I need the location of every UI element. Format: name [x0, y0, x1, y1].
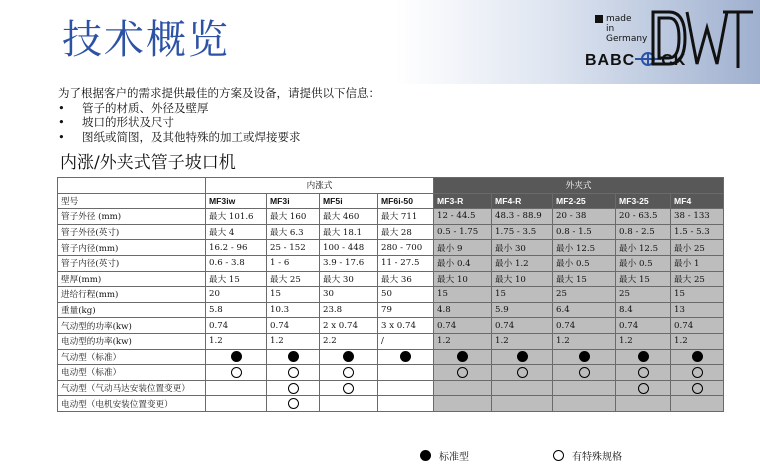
table-cell: 最大 15: [553, 271, 616, 287]
table-cell: 79: [378, 302, 434, 318]
table-cell: 最小 0.5: [616, 255, 671, 271]
model-cell: MF3i: [267, 193, 320, 209]
table-cell: 8.4: [616, 302, 671, 318]
filled-circle-icon: [638, 351, 649, 362]
table-cell: 280 - 700: [378, 240, 434, 256]
table-cell: 最大 4: [206, 224, 267, 240]
open-circle-icon: [692, 383, 703, 394]
model-cell: MF4: [671, 193, 724, 209]
filled-circle-icon: [420, 450, 431, 461]
mark-cell: [434, 396, 492, 412]
table-cell: 38 - 133: [671, 209, 724, 225]
table-cell: 10.3: [267, 302, 320, 318]
filled-circle-icon: [288, 351, 299, 362]
table-cell: 15: [267, 287, 320, 303]
table-cell: 2.2: [320, 333, 378, 349]
table-cell: 100 - 448: [320, 240, 378, 256]
table-cell: 25: [616, 287, 671, 303]
model-cell: MF2-25: [553, 193, 616, 209]
table-cell: 最大 460: [320, 209, 378, 225]
table-cell: 1.2: [553, 333, 616, 349]
row-label: 管子内径(mm): [58, 240, 206, 256]
table-cell: 最大 10: [434, 271, 492, 287]
table-cell: 0.74: [206, 318, 267, 334]
babcock-wordmark: BABC CK: [585, 52, 687, 69]
table-row: [58, 224, 724, 240]
open-circle-icon: [579, 367, 590, 378]
filled-circle-icon: [579, 351, 590, 362]
intro-bullet: • 坡口的形状及尺寸: [58, 115, 174, 129]
table-cell: 12 - 44.5: [434, 209, 492, 225]
open-circle-icon: [457, 367, 468, 378]
table-cell: 最大 18.1: [320, 224, 378, 240]
table-cell: 23.8: [320, 302, 378, 318]
table-cell: 0.74: [616, 318, 671, 334]
mark-cell: [320, 380, 378, 396]
spec-table: [57, 177, 724, 412]
table-cell: 5.8: [206, 302, 267, 318]
table-cell: 5.9: [492, 302, 553, 318]
table-cell: 最大 10: [492, 271, 553, 287]
filled-circle-icon: [517, 351, 528, 362]
intro-bullet: • 管子的材质、外径及壁厚: [58, 100, 209, 115]
table-cell: 50: [378, 287, 434, 303]
open-circle-icon: [692, 367, 703, 378]
table-cell: 最小 12.5: [553, 240, 616, 256]
table-cell: 最大 101.6: [206, 209, 267, 225]
mark-cell: [616, 349, 671, 365]
open-circle-icon: [638, 367, 649, 378]
table-cell: 1 - 6: [267, 255, 320, 271]
table-cell: 最大 6.3: [267, 224, 320, 240]
table-cell: 1.2: [616, 333, 671, 349]
mark-cell: [434, 349, 492, 365]
mark-cell: [553, 396, 616, 412]
table-cell: 最大 25: [267, 271, 320, 287]
table-cell: 最大 15: [616, 271, 671, 287]
model-cell: MF4-R: [492, 193, 553, 209]
table-cell: 最大 36: [378, 271, 434, 287]
table-cell: 48.3 - 88.9: [492, 209, 553, 225]
open-circle-icon: [343, 383, 354, 394]
table-cell: 0.6 - 3.8: [206, 255, 267, 271]
row-label: 电动型（标准）: [58, 365, 206, 381]
legend-standard: 标准型: [420, 448, 469, 463]
table-cell: 0.74: [671, 318, 724, 334]
table-cell: 1.2: [492, 333, 553, 349]
table-cell: 最小 1: [671, 255, 724, 271]
group-outer-label: 外夹式: [434, 178, 724, 194]
mark-cell: [671, 349, 724, 365]
table-cell: 1.2: [671, 333, 724, 349]
open-circle-icon: [288, 398, 299, 409]
table-cell: 1.2: [206, 333, 267, 349]
made-in-germany-label: made in Germany: [595, 14, 647, 44]
dwt-monogram-icon: [649, 8, 755, 72]
mark-cell: [267, 380, 320, 396]
model-cell: MF3-R: [434, 193, 492, 209]
table-cell: 16.2 - 96: [206, 240, 267, 256]
table-cell: 0.74: [492, 318, 553, 334]
mark-cell: [616, 380, 671, 396]
table-cell: 最大 25: [671, 271, 724, 287]
row-label: 气动型（标准）: [58, 349, 206, 365]
table-cell: 4.8: [434, 302, 492, 318]
mark-cell: [378, 396, 434, 412]
table-row: [58, 209, 724, 225]
intro-bullet: • 图纸或简图，及其他特殊的加工或焊接要求: [58, 129, 301, 144]
table-cell: 6.4: [553, 302, 616, 318]
table-cell: 20 - 38: [553, 209, 616, 225]
table-cell: 20: [206, 287, 267, 303]
table-row: [58, 302, 724, 318]
table-cell: 15: [434, 287, 492, 303]
row-label: 电动型（电机安装位置变更）: [58, 396, 206, 412]
mark-cell: [267, 396, 320, 412]
open-circle-icon: [553, 450, 564, 461]
row-label: 管子内径(英寸): [58, 255, 206, 271]
table-row: [58, 349, 724, 365]
table-cell: 0.8 - 1.5: [553, 224, 616, 240]
table-row: [58, 333, 724, 349]
open-circle-icon: [638, 383, 649, 394]
row-label: 电动型的功率(kw): [58, 333, 206, 349]
intro-text: [58, 86, 380, 144]
mark-cell: [616, 365, 671, 381]
model-row: [58, 193, 724, 209]
table-cell: 1.2: [434, 333, 492, 349]
page-title: 技术概览: [62, 17, 230, 63]
mark-cell: [267, 349, 320, 365]
group-inner-label: 内涨式: [206, 178, 434, 194]
table-cell: 13: [671, 302, 724, 318]
open-circle-icon: [288, 367, 299, 378]
table-cell: 0.74: [553, 318, 616, 334]
legend-special: 有特殊规格: [553, 448, 622, 463]
model-cell: MF6i-50: [378, 193, 434, 209]
table-cell: 1.2: [267, 333, 320, 349]
mark-cell: [492, 365, 553, 381]
mark-cell: [671, 396, 724, 412]
group-header-row: [58, 178, 724, 194]
row-label: 管子外径(英寸): [58, 224, 206, 240]
table-cell: 2 x 0.74: [320, 318, 378, 334]
table-cell: 最大 711: [378, 209, 434, 225]
row-label: 重量(kg): [58, 302, 206, 318]
mark-cell: [671, 380, 724, 396]
filled-circle-icon: [400, 351, 411, 362]
table-row: [58, 287, 724, 303]
table-cell: 最小 0.5: [553, 255, 616, 271]
table-row: [58, 240, 724, 256]
mark-cell: [378, 349, 434, 365]
table-row: [58, 318, 724, 334]
mark-cell: [206, 396, 267, 412]
table-cell: 最小 12.5: [616, 240, 671, 256]
table-cell: 25 - 152: [267, 240, 320, 256]
table-cell: 0.5 - 1.75: [434, 224, 492, 240]
filled-circle-icon: [231, 351, 242, 362]
babcock-dwt-logo: [585, 8, 755, 72]
model-cell: MF5i: [320, 193, 378, 209]
row-label: 壁厚(mm): [58, 271, 206, 287]
mark-cell: [671, 365, 724, 381]
table-cell: 20 - 63.5: [616, 209, 671, 225]
table-cell: 30: [320, 287, 378, 303]
row-label: 气动型（气动马达安装位置变更）: [58, 380, 206, 396]
mark-cell: [378, 380, 434, 396]
table-cell: 最大 160: [267, 209, 320, 225]
table-cell: 1.75 - 3.5: [492, 224, 553, 240]
mark-cell: [492, 380, 553, 396]
table-cell: 最大 30: [320, 271, 378, 287]
mark-cell: [320, 349, 378, 365]
table-row: [58, 255, 724, 271]
open-circle-icon: [517, 367, 528, 378]
open-circle-icon: [288, 383, 299, 394]
group-header-blank: [58, 178, 206, 194]
row-label: 气动型的功率(kw): [58, 318, 206, 334]
row-label: 管子外径 (mm): [58, 209, 206, 225]
model-cell: MF3-25: [616, 193, 671, 209]
mark-cell: [434, 365, 492, 381]
filled-circle-icon: [457, 351, 468, 362]
model-cell: MF3iw: [206, 193, 267, 209]
table-cell: 11 - 27.5: [378, 255, 434, 271]
table-cell: 0.8 - 2.5: [616, 224, 671, 240]
mark-cell: [492, 349, 553, 365]
mark-cell: [206, 380, 267, 396]
table-row: [58, 271, 724, 287]
table-cell: 15: [492, 287, 553, 303]
table-cell: 3.9 - 17.6: [320, 255, 378, 271]
table-cell: 0.74: [434, 318, 492, 334]
mark-cell: [492, 396, 553, 412]
mark-cell: [206, 349, 267, 365]
header-band: [0, 0, 760, 84]
mark-cell: [320, 365, 378, 381]
table-row: [58, 396, 724, 412]
table-cell: 3 x 0.74: [378, 318, 434, 334]
table-cell: 最大 15: [206, 271, 267, 287]
table-cell: 15: [671, 287, 724, 303]
table-cell: 最小 0.4: [434, 255, 492, 271]
mark-cell: [616, 396, 671, 412]
mark-cell: [434, 380, 492, 396]
model-label: 型号: [58, 193, 206, 209]
filled-circle-icon: [692, 351, 703, 362]
mark-cell: [553, 380, 616, 396]
table-cell: 1.5 - 5.3: [671, 224, 724, 240]
table-subtitle: 内涨/外夹式管子坡口机: [60, 153, 236, 173]
mark-cell: [206, 365, 267, 381]
open-circle-icon: [343, 367, 354, 378]
table-row: [58, 365, 724, 381]
table-cell: 0.74: [267, 318, 320, 334]
table-cell: 25: [553, 287, 616, 303]
table-cell: 最大 28: [378, 224, 434, 240]
mark-cell: [378, 365, 434, 381]
open-circle-icon: [231, 367, 242, 378]
mark-cell: [320, 396, 378, 412]
mark-cell: [267, 365, 320, 381]
mark-cell: [553, 349, 616, 365]
table-cell: 最小 9: [434, 240, 492, 256]
intro-lead: 为了根据客户的需求提供最佳的方案及设备，请提供以下信息：: [58, 86, 380, 100]
table-cell: 最小 1.2: [492, 255, 553, 271]
mark-cell: [553, 365, 616, 381]
table-cell: 最小 25: [671, 240, 724, 256]
table-cell: 最小 30: [492, 240, 553, 256]
filled-circle-icon: [343, 351, 354, 362]
table-row: [58, 380, 724, 396]
table-cell: /: [378, 333, 434, 349]
row-label: 进给行程(mm): [58, 287, 206, 303]
